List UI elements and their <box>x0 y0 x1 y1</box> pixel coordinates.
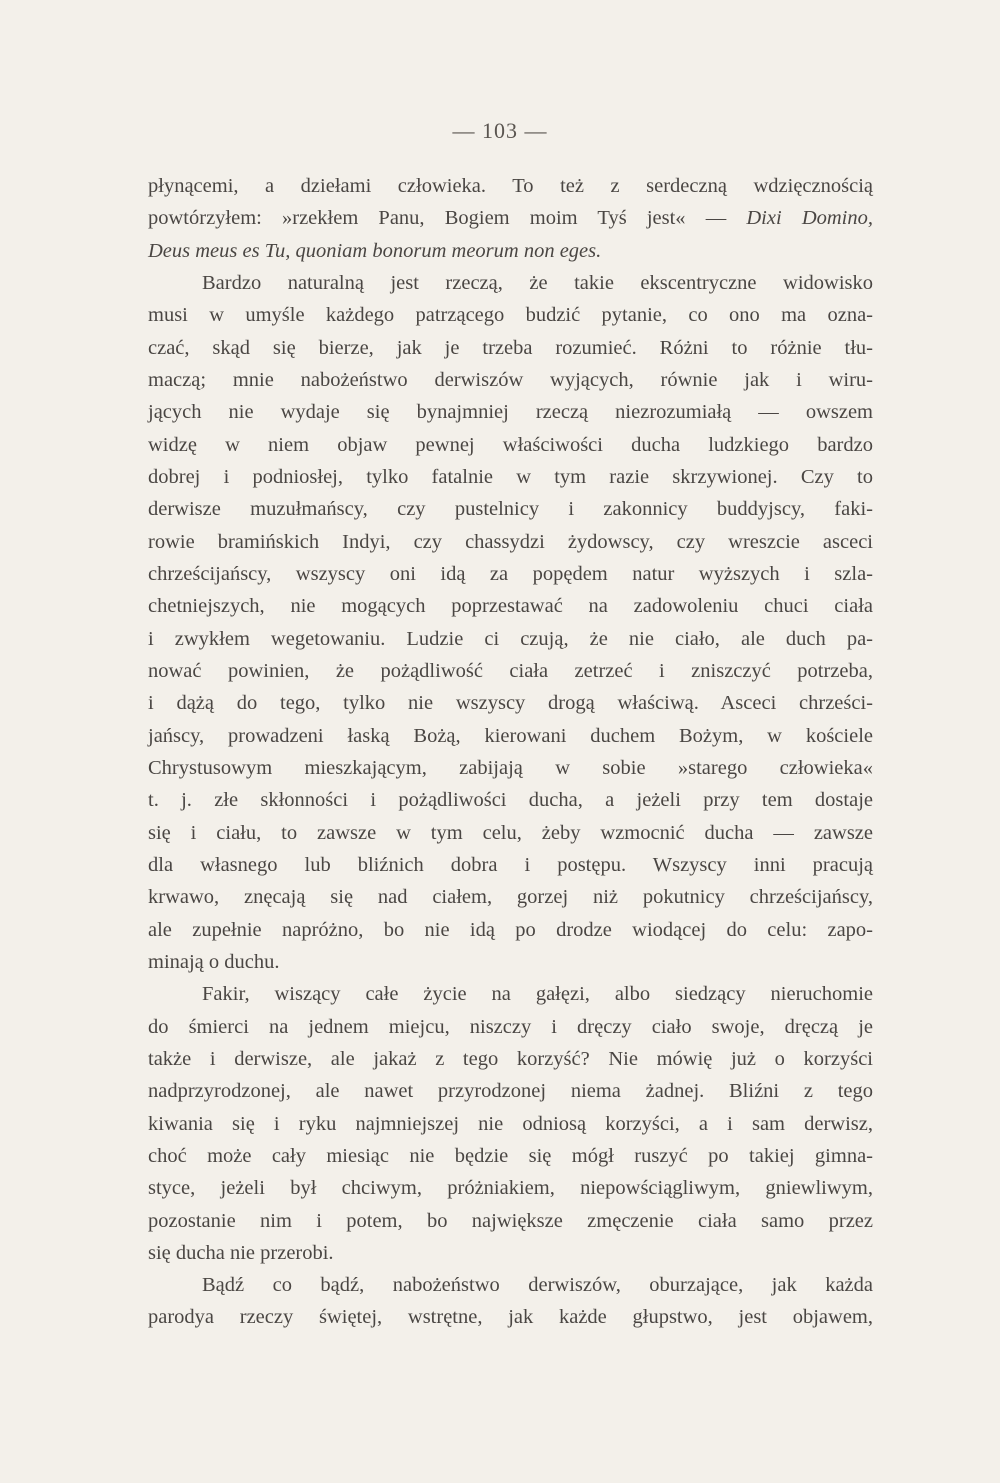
text-line <box>148 1075 873 1107</box>
text-line <box>148 1269 873 1301</box>
text-line-content: i zwykłem wegetowaniu. Ludzie ci czują, że nie ciało, ale duch pa- <box>148 627 873 650</box>
text-line <box>148 299 873 331</box>
text-line <box>148 849 873 881</box>
text-line-content: jących nie wydaje się bynajmniej rzeczą niezrozumiałą — owszem <box>148 401 873 424</box>
text-line <box>148 1140 873 1172</box>
text-line <box>148 1043 873 1075</box>
text-line-content: musi w umyśle każdego patrzącego budzić pytanie, co ono ma ozna- <box>148 304 873 327</box>
text-line-content: Bardzo naturalną jest rzeczą, że takie ekscentryczne widowisko <box>202 271 873 294</box>
page-number-header: — 103 — <box>452 118 548 143</box>
text-line <box>148 1301 873 1333</box>
text-line <box>148 817 873 849</box>
text-line-content: i dążą do tego, tylko nie wszyscy drogą właściwą. Asceci chrześci- <box>148 692 873 715</box>
text-line <box>148 1011 873 1043</box>
text-line-content: także i derwisze, ale jakaż z tego korzyść? Nie mówię już o korzyści <box>148 1047 873 1070</box>
text-line-content: nadprzyrodzonej, ale nawet przyrodzonej niema żadnej. Bliźni z tego <box>148 1080 873 1103</box>
text-line <box>148 202 873 234</box>
text-line <box>148 687 873 719</box>
text-line <box>148 235 873 267</box>
text-line-content: się i ciału, to zawsze w tym celu, żeby wzmocnić ducha — zawsze <box>148 821 873 844</box>
text-line-content: widzę w niem objaw pewnej właściwości ducha ludzkiego bardzo <box>148 433 873 456</box>
text-line <box>148 881 873 913</box>
text-line <box>148 655 873 687</box>
text-line <box>148 752 873 784</box>
text-line <box>148 1205 873 1237</box>
text-line <box>148 978 873 1010</box>
text-line <box>148 170 873 202</box>
text-line <box>148 590 873 622</box>
text-line <box>148 1108 873 1140</box>
text-line-content: choć może cały miesiąc nie będzie się mógł ruszyć po takiej gimna- <box>148 1144 873 1167</box>
text-line-content: Bądź co bądź, nabożeństwo derwiszów, oburzające, jak każda <box>202 1274 873 1297</box>
text-line <box>148 914 873 946</box>
text-line-content: czać, skąd się bierze, jak je trzeba rozumieć. Różni to różnie tłu- <box>148 336 873 359</box>
text-line-content: chetniejszych, nie mogących poprzestawać na zadowoleniu chuci ciała <box>148 595 873 618</box>
text-line <box>148 1237 873 1269</box>
text-line-content: powtórzyłem: »rzekłem Panu, Bogiem moim Tyś jest« — <box>148 207 747 230</box>
text-line-content: parodya rzeczy świętej, wstrętne, jak każde głupstwo, jest objawem, <box>148 1306 873 1329</box>
text-line <box>148 267 873 299</box>
text-line-content: minają o duchu. <box>148 950 280 973</box>
latin-quote-italic: Deus meus es Tu, quoniam bonorum meorum non eges. <box>148 239 602 262</box>
text-line-content: krwawo, znęcają się nad ciałem, gorzej niż pokutnicy chrześcijańscy, <box>148 886 873 909</box>
text-line <box>148 396 873 428</box>
text-line <box>148 364 873 396</box>
text-line-content: kiwania się i ryku najmniejszej nie odniosą korzyści, a i sam derwisz, <box>148 1112 873 1135</box>
text-line <box>148 526 873 558</box>
text-line-content: do śmierci na jednem miejcu, niszczy i dręczy ciało swoje, dręczą je <box>148 1015 873 1038</box>
text-line <box>148 429 873 461</box>
text-line <box>148 946 873 978</box>
text-line-content: pozostanie nim i potem, bo największe zmęczenie ciała samo przez <box>148 1209 873 1232</box>
latin-quote-italic: Dixi Domino, <box>746 207 873 230</box>
text-line-content: jańscy, prowadzeni łaską Bożą, kierowani duchem Bożym, w kościele <box>148 724 873 747</box>
text-line <box>148 558 873 590</box>
text-line-content: dobrej i podniosłej, tylko fatalnie w tym razie skrzywionej. Czy to <box>148 465 873 488</box>
text-line-content: Chrystusowym mieszkającym, zabijają w sobie »starego człowieka« <box>148 756 873 779</box>
text-line <box>148 1172 873 1204</box>
text-line-content: płynącemi, a dziełami człowieka. To też z serdeczną wdzięcznością <box>148 175 873 197</box>
text-line <box>148 332 873 364</box>
text-line-content: chrześcijańscy, wszyscy oni idą za popędem natur wyższych i szla- <box>148 562 873 585</box>
text-line-content: się ducha nie przerobi. <box>148 1241 334 1264</box>
text-line-content: styce, jeżeli był chciwym, próżniakiem, niepowściągliwym, gniewliwym, <box>148 1177 873 1200</box>
text-line-content: derwisze muzułmańscy, czy pustelnicy i zakonnicy buddyjscy, faki- <box>148 498 873 521</box>
text-line-content: nować powinien, że pożądliwość ciała zetrzeć i zniszczyć potrzeba, <box>148 659 873 682</box>
page-body-text <box>148 170 873 1334</box>
text-line <box>148 461 873 493</box>
text-line-content: t. j. złe skłonności i pożądliwości ducha, a jeżeli przy tem dostaje <box>148 789 873 812</box>
text-line-content: ale zupełnie napróżno, bo nie idą po drodze wiodącej do celu: zapo- <box>148 918 873 941</box>
text-line-content: dla własnego lub bliźnich dobra i postępu. Wszyscy inni pracują <box>148 853 873 876</box>
text-line <box>148 493 873 525</box>
text-line <box>148 623 873 655</box>
text-line <box>148 784 873 816</box>
text-line-content: rowie bramińskich Indyi, czy chassydzi żydowscy, czy wreszcie asceci <box>148 530 873 553</box>
text-line <box>148 720 873 752</box>
text-line-content: maczą; mnie nabożeństwo derwiszów wyjących, równie jak i wiru- <box>148 368 873 391</box>
text-line-content: Fakir, wiszący całe życie na gałęzi, albo siedzący nieruchomie <box>202 983 873 1006</box>
